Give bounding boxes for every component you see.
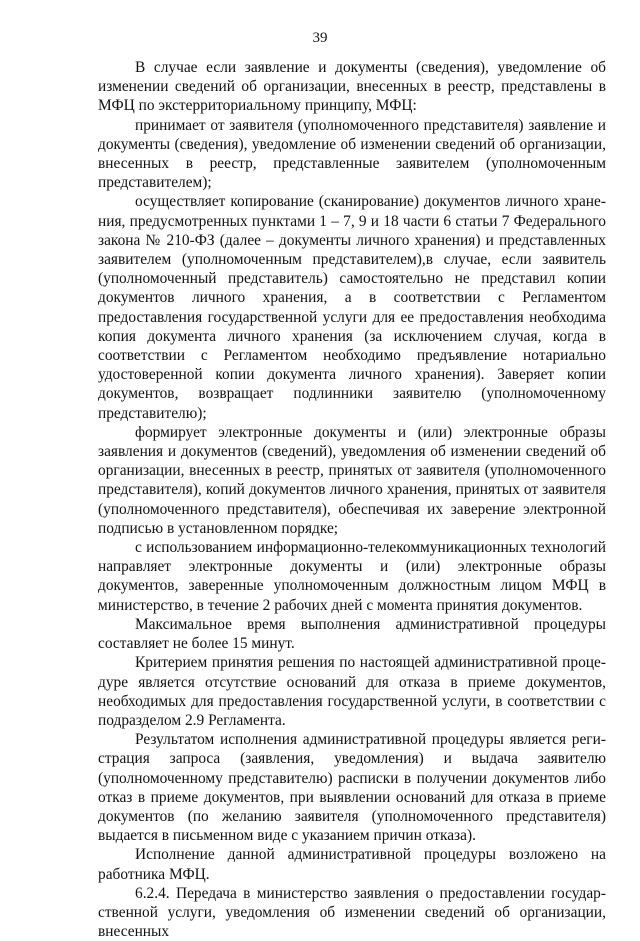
paragraph: формирует электронные документы и (или) электронные образы заявления и документов (сведений), уведомления об изменении сведений об организации, внесенных в реестр, принятых от заявителя (уполномоченного представителя), копий документов личного хранения, принятых от заявителя (уполномоченного представителя), обеспечивая их заверение электронной подписью в установленном порядке; — [98, 423, 606, 537]
paragraph: Результатом исполнения административной процедуры является регистрация запроса (заявления, уведомления) и выдача заявителю (уполномоченному представителю) расписки в получении документов либо отказ в приеме документов, при выявлении оснований для отказа в приеме документов (по желанию заявителя (уполномоченного представителя) выдается в письменном виде с указанием причин отказа). — [98, 731, 606, 845]
paragraph: с использованием информационно-телекоммуникационных технологий направляет электронные документы и (или) электронные образы документов, заверенные уполномоченным должностным лицом МФЦ в министерство, в течение 2 рабочих дней с момента принятия документов. — [98, 539, 606, 614]
paragraph: осуществляет копирование (сканирование) документов личного хранения, предусмотренных пунктами 1 – 7, 9 и 18 части 6 статьи 7 Федерального закона № 210-ФЗ (далее – документы личного хранения) и представленных заявителем (уполномоченным представителем),в случае, если заявитель (уполномоченный представитель) самостоятельно не представил копии документов личного хранения, а в соответствии с Регламентом предоставления государственной услуги для ее предоставления необходима копия документа личного хранения (за исключением случая, когда в соответствии с Регламентом необходимо предъявление нотариально удостоверенной копии документа личного хранения). Заверяет копии документов, возвращает подлинники заявителю (уполномоченному представителю); — [98, 193, 606, 422]
page-number: 39 — [312, 30, 328, 46]
paragraph: Максимальное время выполнения административной процедуры составляет не более 15 минут. — [98, 615, 606, 653]
paragraph: В случае если заявление и документы (сведения), уведомление об изменении сведений об организации, внесенных в реестр, представлены в МФЦ по экстерриториальному принципу, МФЦ: — [98, 59, 606, 115]
document-body — [98, 58, 606, 941]
paragraph: Исполнение данной административной процедуры возложено на работника МФЦ. — [98, 846, 606, 883]
paragraph: Критерием принятия решения по настоящей административной процедуре является отсутствие оснований для отказа в приеме документов, необходимых для предоставления государственной услуги, в соответствии с подразделом 2.9 Регламента. — [98, 654, 606, 729]
paragraph: 6.2.4. Передача в министерство заявления о предоставлении государственной услуги, уведомления об изменении сведений об организации, внесенных — [98, 884, 606, 941]
paragraph: принимает от заявителя (уполномоченного представителя) заявление и документы (сведения), уведомление об изменении сведений об организации, внесенных в реестр, представленные заявителем (уполномоченным представителем); — [98, 116, 606, 192]
